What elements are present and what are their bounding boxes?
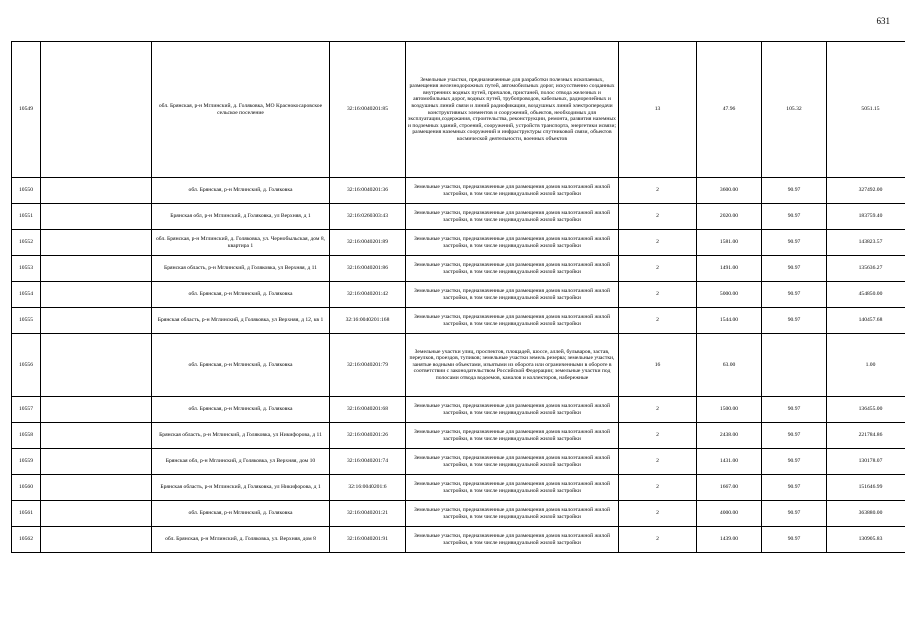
empty-cell (41, 527, 152, 553)
table-row (12, 256, 905, 282)
cadastral-number-cell: 32:16:0260303:43 (330, 204, 406, 230)
cadastral-number-cell: 32:16:0040201:6 (330, 475, 406, 501)
specific-value-cell: 105.32 (762, 42, 827, 178)
cadastral-value-cell: 135636.27 (827, 256, 905, 282)
specific-value-cell: 90.97 (762, 204, 827, 230)
address-cell: Брянская область, р-н Мглинский, д Голяковка, ул Никифорова, д 1 (152, 475, 330, 501)
area-cell: 1544.00 (697, 308, 762, 334)
empty-cell (41, 334, 152, 397)
row-number-cell: 10557 (12, 397, 41, 423)
cadastral-value-cell: 454850.00 (827, 282, 905, 308)
area-cell: 1581.00 (697, 230, 762, 256)
specific-value-cell: 90.97 (762, 449, 827, 475)
land-use-cell: Земельные участки, предназначенные для размещения домов малоэтажной жилой застройки, в том числе индивидуальной жилой застройки (406, 230, 619, 256)
use-group-cell: 2 (619, 204, 697, 230)
land-use-cell: Земельные участки, предназначенные для размещения домов малоэтажной жилой застройки, в том числе индивидуальной жилой застройки (406, 423, 619, 449)
land-use-cell: Земельные участки, предназначенные для размещения домов малоэтажной жилой застройки, в том числе индивидуальной жилой застройки (406, 282, 619, 308)
use-group-cell: 2 (619, 449, 697, 475)
row-number-cell: 10558 (12, 423, 41, 449)
use-group-cell: 2 (619, 501, 697, 527)
table-row (12, 308, 905, 334)
empty-cell (41, 178, 152, 204)
use-group-cell: 2 (619, 230, 697, 256)
table-row (12, 501, 905, 527)
row-number-cell: 10559 (12, 449, 41, 475)
specific-value-cell: 90.97 (762, 282, 827, 308)
cadastral-value-cell: 363880.00 (827, 501, 905, 527)
use-group-cell: 16 (619, 334, 697, 397)
table-row (12, 178, 905, 204)
cadastral-value-cell: 183759.40 (827, 204, 905, 230)
use-group-cell: 2 (619, 256, 697, 282)
land-use-cell: Земельные участки, предназначенные для разработки полезных ископаемых, размещения железнодорожных путей, автомобильных дорог, искусственно созданных внутренних водных путей, причалов, пристаней, полос отвода железных и автомобильных дорог, водных путей, трубопроводов, кабельных, радиорелейных и воздушных линий связи и линий радиофикации, воздушных линий электропередачи конструктивных элементов и сооружений, объектов, необходимых для эксплуатации,содержания, строительства, реконструкции, ремонта, развития наземных и подземных зданий, строений, сооружений, устройств транспорта, энергетики исвязи; размещения наземных сооружений и инфраструктуры спутниковой связи, объектов космической деятельности, военных объектов (406, 42, 619, 178)
area-cell: 3600.00 (697, 178, 762, 204)
cadastral-value-cell: 327492.00 (827, 178, 905, 204)
land-use-cell: Земельные участки, предназначенные для размещения домов малоэтажной жилой застройки, в том числе индивидуальной жилой застройки (406, 308, 619, 334)
address-cell: обл. Брянская, р-н Мглинский, д. Голяковка (152, 397, 330, 423)
address-cell: обл. Брянская, р-н Мглинский, д. Голяковка (152, 501, 330, 527)
row-number-cell: 10562 (12, 527, 41, 553)
address-cell: Брянская обл, р-н Мглинский, д Голяковка, ул Верхняя, дом 10 (152, 449, 330, 475)
cadastral-number-cell: 32:16:0040201:26 (330, 423, 406, 449)
land-use-cell: Земельные участки, предназначенные для размещения домов малоэтажной жилой застройки, в том числе индивидуальной жилой застройки (406, 397, 619, 423)
cadastral-value-cell: 130905.83 (827, 527, 905, 553)
cadastral-number-cell: 32:16:0040201:86 (330, 256, 406, 282)
address-cell: Брянская область, р-н Мглинский, д Голяковка, ул Никифорова, д 11 (152, 423, 330, 449)
cadastral-number-cell: 32:16:0040201:168 (330, 308, 406, 334)
page-number: 631 (876, 16, 890, 26)
empty-cell (41, 42, 152, 178)
land-use-cell: Земельные участки, предназначенные для размещения домов малоэтажной жилой застройки, в том числе индивидуальной жилой застройки (406, 449, 619, 475)
specific-value-cell: 90.97 (762, 423, 827, 449)
cadastral-value-cell: 143823.57 (827, 230, 905, 256)
cadastral-number-cell: 32:16:0040201:91 (330, 527, 406, 553)
area-cell: 1431.00 (697, 449, 762, 475)
address-cell: обл. Брянская, р-н Мглинский, д. Голяковка (152, 334, 330, 397)
empty-cell (41, 475, 152, 501)
cadastral-number-cell: 32:16:0040201:21 (330, 501, 406, 527)
cadastral-value-cell: 136455.00 (827, 397, 905, 423)
cadastral-value-cell: 221784.86 (827, 423, 905, 449)
cadastral-number-cell: 32:16:0040201:79 (330, 334, 406, 397)
table-row (12, 42, 905, 178)
land-use-cell: Земельные участки, предназначенные для размещения домов малоэтажной жилой застройки, в том числе индивидуальной жилой застройки (406, 178, 619, 204)
use-group-cell: 13 (619, 42, 697, 178)
specific-value-cell (762, 334, 827, 397)
cadastral-number-cell: 32:16:0040201:36 (330, 178, 406, 204)
row-number-cell: 10553 (12, 256, 41, 282)
row-number-cell: 10560 (12, 475, 41, 501)
cadastral-number-cell: 32:16:0040201:85 (330, 42, 406, 178)
table-row (12, 527, 905, 553)
specific-value-cell: 90.97 (762, 475, 827, 501)
empty-cell (41, 423, 152, 449)
use-group-cell: 2 (619, 527, 697, 553)
land-use-cell: Земельные участки, предназначенные для размещения домов малоэтажной жилой застройки, в том числе индивидуальной жилой застройки (406, 527, 619, 553)
empty-cell (41, 204, 152, 230)
row-number-cell: 10550 (12, 178, 41, 204)
address-cell: Брянская обл, р-н Мглинский, д Голяковка, ул Верхняя, д 1 (152, 204, 330, 230)
land-use-cell: Земельные участки улиц, проспектов, площадей, шоссе, аллей, бульваров, застав, переулков, проездов, тупиков; земельные участки земель резерва; земельные участки, занятые водными объектами, изъятыми из оборота или ограниченными в обороте в соответствии с законодательством Российской Федерации; земельные участки под полосами отвода водоемов, каналов и коллекторов, набережные (406, 334, 619, 397)
address-cell: Брянская область, р-н Мглинский, д Голяковка, ул Верхняя, д 11 (152, 256, 330, 282)
cadastral-value-cell: 1.00 (827, 334, 905, 397)
address-cell: Брянская область, р-н Мглинский, д Голяковка, ул Верхняя, д 12, кв 1 (152, 308, 330, 334)
cadastral-number-cell: 32:16:0040201:74 (330, 449, 406, 475)
cadastral-number-cell: 32:16:0040201:68 (330, 397, 406, 423)
table-row (12, 282, 905, 308)
use-group-cell: 2 (619, 282, 697, 308)
specific-value-cell: 90.97 (762, 308, 827, 334)
area-cell: 5000.00 (697, 282, 762, 308)
specific-value-cell: 90.97 (762, 397, 827, 423)
row-number-cell: 10552 (12, 230, 41, 256)
land-use-cell: Земельные участки, предназначенные для размещения домов малоэтажной жилой застройки, в том числе индивидуальной жилой застройки (406, 501, 619, 527)
specific-value-cell: 90.97 (762, 527, 827, 553)
area-cell: 63.00 (697, 334, 762, 397)
area-cell: 1500.00 (697, 397, 762, 423)
cadastral-value-table (11, 41, 905, 553)
address-cell: обл. Брянская, р-н Мглинский, д. Голяковка, ул. Верхняя, дом 8 (152, 527, 330, 553)
area-cell: 2020.00 (697, 204, 762, 230)
empty-cell (41, 256, 152, 282)
land-use-cell: Земельные участки, предназначенные для размещения домов малоэтажной жилой застройки, в том числе индивидуальной жилой застройки (406, 475, 619, 501)
area-cell: 1439.00 (697, 527, 762, 553)
empty-cell (41, 282, 152, 308)
area-cell: 1667.00 (697, 475, 762, 501)
address-cell: обл. Брянская, р-н Мглинский, д. Голяковка (152, 178, 330, 204)
area-cell: 1491.00 (697, 256, 762, 282)
specific-value-cell: 90.97 (762, 230, 827, 256)
use-group-cell: 2 (619, 475, 697, 501)
table-row (12, 204, 905, 230)
area-cell: 47.96 (697, 42, 762, 178)
specific-value-cell: 90.97 (762, 501, 827, 527)
cadastral-value-cell: 151646.99 (827, 475, 905, 501)
cadastral-number-cell: 32:16:0040201:89 (330, 230, 406, 256)
use-group-cell: 2 (619, 423, 697, 449)
use-group-cell: 2 (619, 397, 697, 423)
address-cell: обл. Брянская, р-н Мглинский, д. Голяковка, ул. Чернобыльская, дом 8, квартира 1 (152, 230, 330, 256)
cadastral-number-cell: 32:16:0040201:42 (330, 282, 406, 308)
empty-cell (41, 397, 152, 423)
cadastral-value-cell: 140457.68 (827, 308, 905, 334)
row-number-cell: 10555 (12, 308, 41, 334)
row-number-cell: 10554 (12, 282, 41, 308)
land-use-cell: Земельные участки, предназначенные для размещения домов малоэтажной жилой застройки, в том числе индивидуальной жилой застройки (406, 204, 619, 230)
table-body (12, 42, 905, 553)
use-group-cell: 2 (619, 308, 697, 334)
empty-cell (41, 449, 152, 475)
specific-value-cell: 90.97 (762, 256, 827, 282)
cadastral-value-cell: 5051.15 (827, 42, 905, 178)
specific-value-cell: 90.97 (762, 178, 827, 204)
use-group-cell: 2 (619, 178, 697, 204)
cadastral-value-cell: 130178.07 (827, 449, 905, 475)
address-cell: обл. Брянская, р-н Мглинский, д. Голяковка, МО Краснокосаровское сельское поселение (152, 42, 330, 178)
empty-cell (41, 230, 152, 256)
row-number-cell: 10561 (12, 501, 41, 527)
table-row (12, 334, 905, 397)
area-cell: 2438.00 (697, 423, 762, 449)
row-number-cell: 10556 (12, 334, 41, 397)
table-row (12, 397, 905, 423)
empty-cell (41, 501, 152, 527)
table-row (12, 449, 905, 475)
table-row (12, 423, 905, 449)
empty-cell (41, 308, 152, 334)
address-cell: обл. Брянская, р-н Мглинский, д. Голяковка (152, 282, 330, 308)
row-number-cell: 10549 (12, 42, 41, 178)
land-use-cell: Земельные участки, предназначенные для размещения домов малоэтажной жилой застройки, в том числе индивидуальной жилой застройки (406, 256, 619, 282)
row-number-cell: 10551 (12, 204, 41, 230)
table-row (12, 230, 905, 256)
table-row (12, 475, 905, 501)
area-cell: 4000.00 (697, 501, 762, 527)
